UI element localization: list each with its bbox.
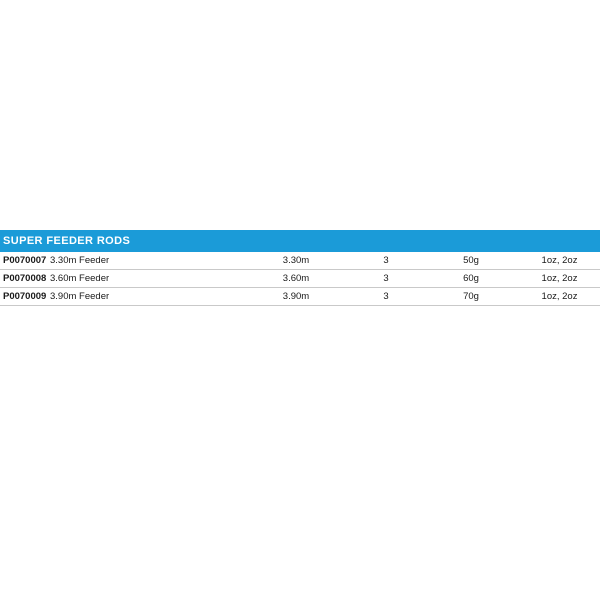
- row-casting: 1oz, 2oz: [516, 252, 600, 270]
- row-code: P0070008: [0, 270, 47, 288]
- row-sections: 3: [346, 288, 426, 306]
- table-row: [0, 252, 600, 270]
- row-name: 3.90m Feeder: [47, 288, 246, 306]
- row-sections: 3: [346, 252, 426, 270]
- rods-table-body: [0, 252, 600, 306]
- row-weight: 60g: [426, 270, 516, 288]
- table-row: [0, 270, 600, 288]
- row-sections: 3: [346, 270, 426, 288]
- rods-table: [0, 252, 600, 306]
- row-weight: 70g: [426, 288, 516, 306]
- row-name: 3.60m Feeder: [47, 270, 246, 288]
- row-weight: 50g: [426, 252, 516, 270]
- row-casting: 1oz, 2oz: [516, 270, 600, 288]
- row-length: 3.30m: [246, 252, 346, 270]
- row-code: P0070009: [0, 288, 47, 306]
- table-section-header: SUPER FEEDER RODS: [0, 230, 600, 252]
- row-length: 3.60m: [246, 270, 346, 288]
- table-row: [0, 288, 600, 306]
- super-feeder-rods-table: [0, 230, 600, 306]
- row-length: 3.90m: [246, 288, 346, 306]
- row-casting: 1oz, 2oz: [516, 288, 600, 306]
- row-code: P0070007: [0, 252, 47, 270]
- row-name: 3.30m Feeder: [47, 252, 246, 270]
